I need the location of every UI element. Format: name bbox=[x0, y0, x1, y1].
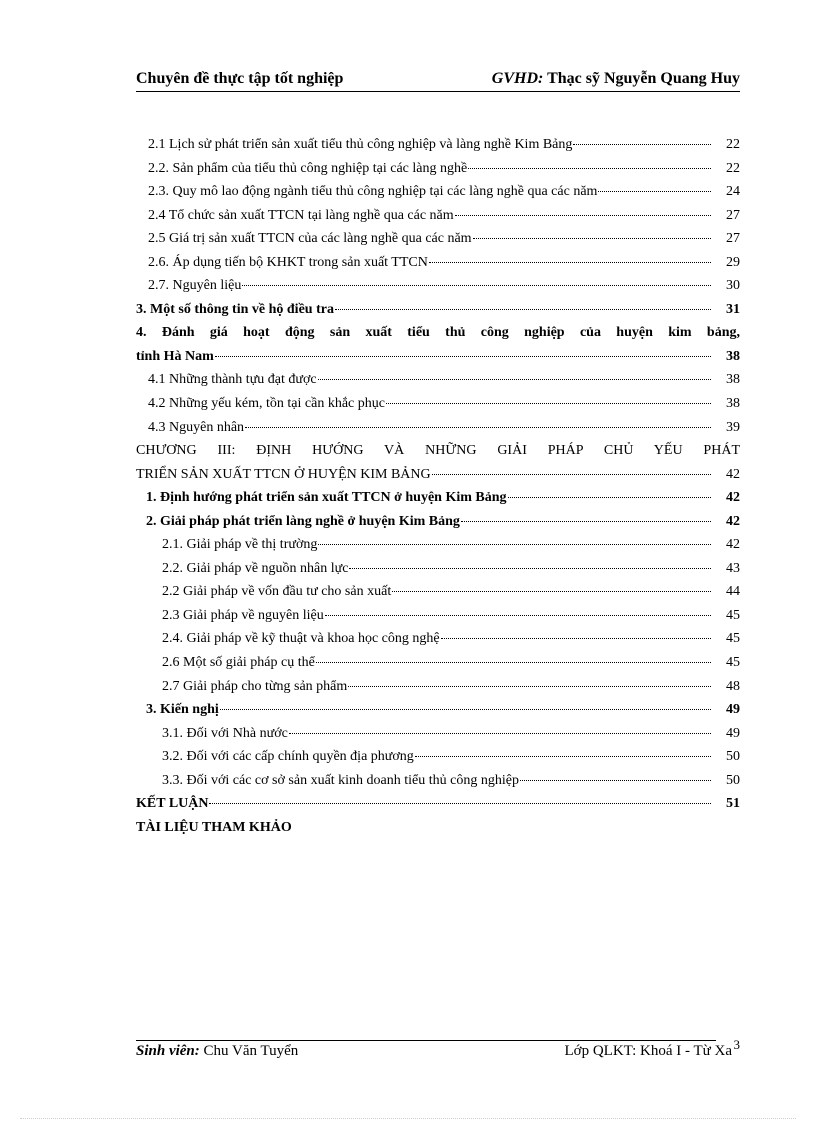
toc-leader-dots bbox=[461, 521, 711, 522]
student-name: Chu Văn Tuyển bbox=[203, 1043, 299, 1059]
page-number: 3 bbox=[733, 1037, 740, 1052]
toc-entry[interactable] bbox=[136, 651, 740, 675]
toc-entry-title: 2.3. Quy mô lao động ngành tiểu thủ công nghiệp tại các làng nghề qua các năm bbox=[148, 184, 598, 200]
toc-entry-title: 2.5 Giá trị sản xuất TTCN của các làng nghề qua các năm bbox=[148, 231, 472, 247]
toc-entry-title: 4. Đánh giá hoạt động sản xuất tiểu thủ công nghiệp của huyện kim bảng, bbox=[136, 325, 740, 341]
toc-leader-dots bbox=[242, 285, 711, 286]
toc-leader-dots bbox=[348, 686, 711, 687]
toc-entry-title: 3.3. Đối với các cơ sở sản xuất kinh doanh tiểu thủ công nghiệp bbox=[162, 772, 519, 788]
toc-entry-title: 4.2 Những yếu kém, tồn tại cần khắc phục bbox=[148, 396, 385, 412]
toc-entry-page: 42 bbox=[726, 513, 740, 529]
toc-leader-dots bbox=[520, 780, 711, 781]
toc-entry[interactable] bbox=[136, 416, 740, 440]
toc-entry-title: 1. Định hướng phát triển sản xuất TTCN ở huyện Kim Bảng bbox=[146, 490, 507, 506]
toc-leader-dots bbox=[325, 615, 711, 616]
toc-leader-dots bbox=[468, 168, 711, 169]
toc-leader-dots bbox=[318, 544, 711, 545]
toc-leader-dots bbox=[429, 262, 711, 263]
student-label: Sinh viên: bbox=[136, 1043, 200, 1059]
toc-entry-title: 2.4. Giải pháp về kỹ thuật và khoa học công nghệ bbox=[162, 631, 440, 647]
toc-leader-dots bbox=[318, 379, 711, 380]
toc-leader-dots bbox=[349, 568, 711, 569]
toc-entry-page: 24 bbox=[726, 184, 740, 200]
toc-entry-page: 45 bbox=[726, 631, 740, 647]
toc-entry-page: 43 bbox=[726, 560, 740, 576]
toc-entry-page: 50 bbox=[726, 772, 740, 788]
toc-entry-page: 49 bbox=[726, 725, 740, 741]
header-advisor bbox=[492, 70, 740, 88]
toc-entry[interactable] bbox=[136, 675, 740, 699]
toc-entry[interactable] bbox=[136, 557, 740, 581]
toc-entry[interactable] bbox=[136, 792, 740, 816]
footer-student bbox=[136, 1043, 298, 1060]
toc-leader-dots bbox=[415, 756, 711, 757]
toc-entry[interactable] bbox=[136, 816, 740, 840]
toc-entry-title: TÀI LIỆU THAM KHẢO bbox=[136, 819, 292, 835]
toc-entry-page: 27 bbox=[726, 231, 740, 247]
toc-entry[interactable] bbox=[136, 368, 740, 392]
toc-entry-title: KẾT LUẬN bbox=[136, 796, 209, 812]
toc-entry[interactable] bbox=[136, 745, 740, 769]
toc-entry-title: 2.3 Giải pháp về nguyên liệu bbox=[162, 607, 324, 623]
header-rule bbox=[136, 91, 740, 92]
toc-entry-page: 45 bbox=[726, 655, 740, 671]
toc-entry-title: 2.7. Nguyên liệu bbox=[148, 278, 242, 294]
toc-entry[interactable] bbox=[136, 439, 740, 463]
toc-entry-title: 2.4 Tổ chức sản xuất TTCN tại làng nghề qua các năm bbox=[148, 207, 454, 223]
page-header bbox=[136, 68, 740, 92]
toc-entry-page: 50 bbox=[726, 749, 740, 765]
toc-leader-dots bbox=[289, 733, 711, 734]
toc-leader-dots bbox=[245, 427, 711, 428]
toc-entry[interactable] bbox=[136, 157, 740, 181]
toc-entry-page: 29 bbox=[726, 254, 740, 270]
toc-entry-title: tỉnh Hà Nam bbox=[136, 348, 214, 364]
toc-leader-dots bbox=[220, 709, 711, 710]
toc-entry-page: 42 bbox=[726, 466, 740, 482]
toc-entry-page: 38 bbox=[726, 348, 740, 364]
toc-entry[interactable] bbox=[136, 298, 740, 322]
toc-leader-dots bbox=[392, 591, 711, 592]
toc-leader-dots bbox=[209, 803, 711, 804]
toc-entry[interactable] bbox=[136, 580, 740, 604]
page-footer bbox=[136, 1037, 740, 1065]
toc-entry-page: 45 bbox=[726, 607, 740, 623]
toc-entry[interactable] bbox=[136, 510, 740, 534]
toc-entry[interactable] bbox=[136, 698, 740, 722]
toc-entry-title: 2.1 Lịch sử phát triển sản xuất tiểu thủ công nghiệp và làng nghề Kim Bảng bbox=[148, 137, 573, 152]
toc-entry-page: 38 bbox=[726, 372, 740, 388]
toc-entry-page: 22 bbox=[726, 137, 740, 152]
toc-entry[interactable] bbox=[136, 227, 740, 251]
toc-leader-dots bbox=[215, 356, 711, 357]
toc-entry-title: 3. Kiến nghị bbox=[146, 702, 219, 718]
toc-entry-title: 3.2. Đối với các cấp chính quyền địa phương bbox=[162, 749, 414, 765]
footer-class: Lớp QLKT: Khoá I - Từ Xa bbox=[564, 1043, 732, 1059]
page-edge-dots bbox=[20, 1118, 796, 1119]
toc-leader-dots bbox=[386, 403, 711, 404]
advisor-label: GVHD: bbox=[491, 70, 544, 87]
toc-leader-dots bbox=[316, 662, 711, 663]
toc-entry[interactable] bbox=[136, 533, 740, 557]
toc-entry[interactable] bbox=[136, 392, 740, 416]
toc-entry[interactable] bbox=[136, 463, 740, 487]
toc-entry-title: 2.1. Giải pháp về thị trường bbox=[162, 537, 318, 553]
advisor-name: Thạc sỹ Nguyễn Quang Huy bbox=[547, 70, 740, 87]
header-title: Chuyên đề thực tập tốt nghiệp bbox=[136, 70, 344, 87]
toc-entry-title: 2.2. Sản phẩm của tiểu thủ công nghiệp tại các làng nghề bbox=[148, 160, 468, 176]
toc-entry-title: 2.6. Áp dụng tiến bộ KHKT trong sản xuất TTCN bbox=[148, 254, 428, 270]
toc-entry-page: 30 bbox=[726, 278, 740, 294]
table-of-contents bbox=[136, 133, 740, 839]
toc-entry-page: 51 bbox=[726, 796, 740, 812]
footer-rule bbox=[136, 1040, 716, 1041]
toc-entry-title: CHƯƠNG III: ĐỊNH HƯỚNG VÀ NHỮNG GIẢI PHÁP CHỦ YẾU PHÁT bbox=[136, 443, 740, 459]
toc-entry-title: TRIỂN SẢN XUẤT TTCN Ở HUYỆN KIM BẢNG bbox=[136, 466, 431, 482]
toc-entry[interactable] bbox=[136, 321, 740, 345]
toc-entry-title: 2.6 Một số giải pháp cụ thể bbox=[162, 655, 315, 671]
toc-entry-page: 39 bbox=[726, 419, 740, 435]
toc-entry-title: 3.1. Đối với Nhà nước bbox=[162, 725, 288, 741]
toc-leader-dots bbox=[432, 474, 711, 475]
toc-entry-title: 2. Giải pháp phát triển làng nghề ở huyện Kim Bảng bbox=[146, 513, 460, 529]
toc-entry[interactable] bbox=[136, 274, 740, 298]
toc-leader-dots bbox=[573, 144, 711, 145]
toc-entry-page: 42 bbox=[726, 537, 740, 553]
toc-entry-title: 4.1 Những thành tựu đạt được bbox=[148, 372, 317, 388]
toc-leader-dots bbox=[455, 215, 711, 216]
toc-entry[interactable] bbox=[136, 133, 740, 157]
toc-entry-page: 49 bbox=[726, 702, 740, 718]
toc-entry-title: 2.7 Giải pháp cho từng sản phẩm bbox=[162, 678, 348, 694]
toc-entry-page: 38 bbox=[726, 396, 740, 412]
toc-entry[interactable] bbox=[136, 180, 740, 204]
toc-entry[interactable] bbox=[136, 204, 740, 228]
toc-leader-dots bbox=[473, 238, 711, 239]
toc-entry-page: 44 bbox=[726, 584, 740, 600]
toc-entry[interactable] bbox=[136, 345, 740, 369]
toc-entry-title: 2.2 Giải pháp về vốn đầu tư cho sản xuất bbox=[162, 584, 392, 600]
toc-entry[interactable] bbox=[136, 627, 740, 651]
toc-entry-title: 3. Một số thông tin về hộ điều tra bbox=[136, 301, 334, 317]
toc-entry-page: 48 bbox=[726, 678, 740, 694]
toc-leader-dots bbox=[598, 191, 711, 192]
toc-leader-dots bbox=[335, 309, 711, 310]
toc-entry[interactable] bbox=[136, 722, 740, 746]
toc-entry-page: 42 bbox=[726, 490, 740, 506]
toc-entry[interactable] bbox=[136, 486, 740, 510]
toc-entry-page: 22 bbox=[726, 160, 740, 176]
toc-entry[interactable] bbox=[136, 251, 740, 275]
toc-leader-dots bbox=[508, 497, 711, 498]
toc-entry-title: 2.2. Giải pháp về nguồn nhân lực bbox=[162, 560, 349, 576]
toc-entry-page: 27 bbox=[726, 207, 740, 223]
toc-entry-title: 4.3 Nguyên nhân bbox=[148, 419, 245, 435]
toc-entry[interactable] bbox=[136, 604, 740, 628]
toc-entry[interactable] bbox=[136, 769, 740, 793]
toc-entry-page: 31 bbox=[726, 301, 740, 317]
toc-leader-dots bbox=[441, 638, 711, 639]
